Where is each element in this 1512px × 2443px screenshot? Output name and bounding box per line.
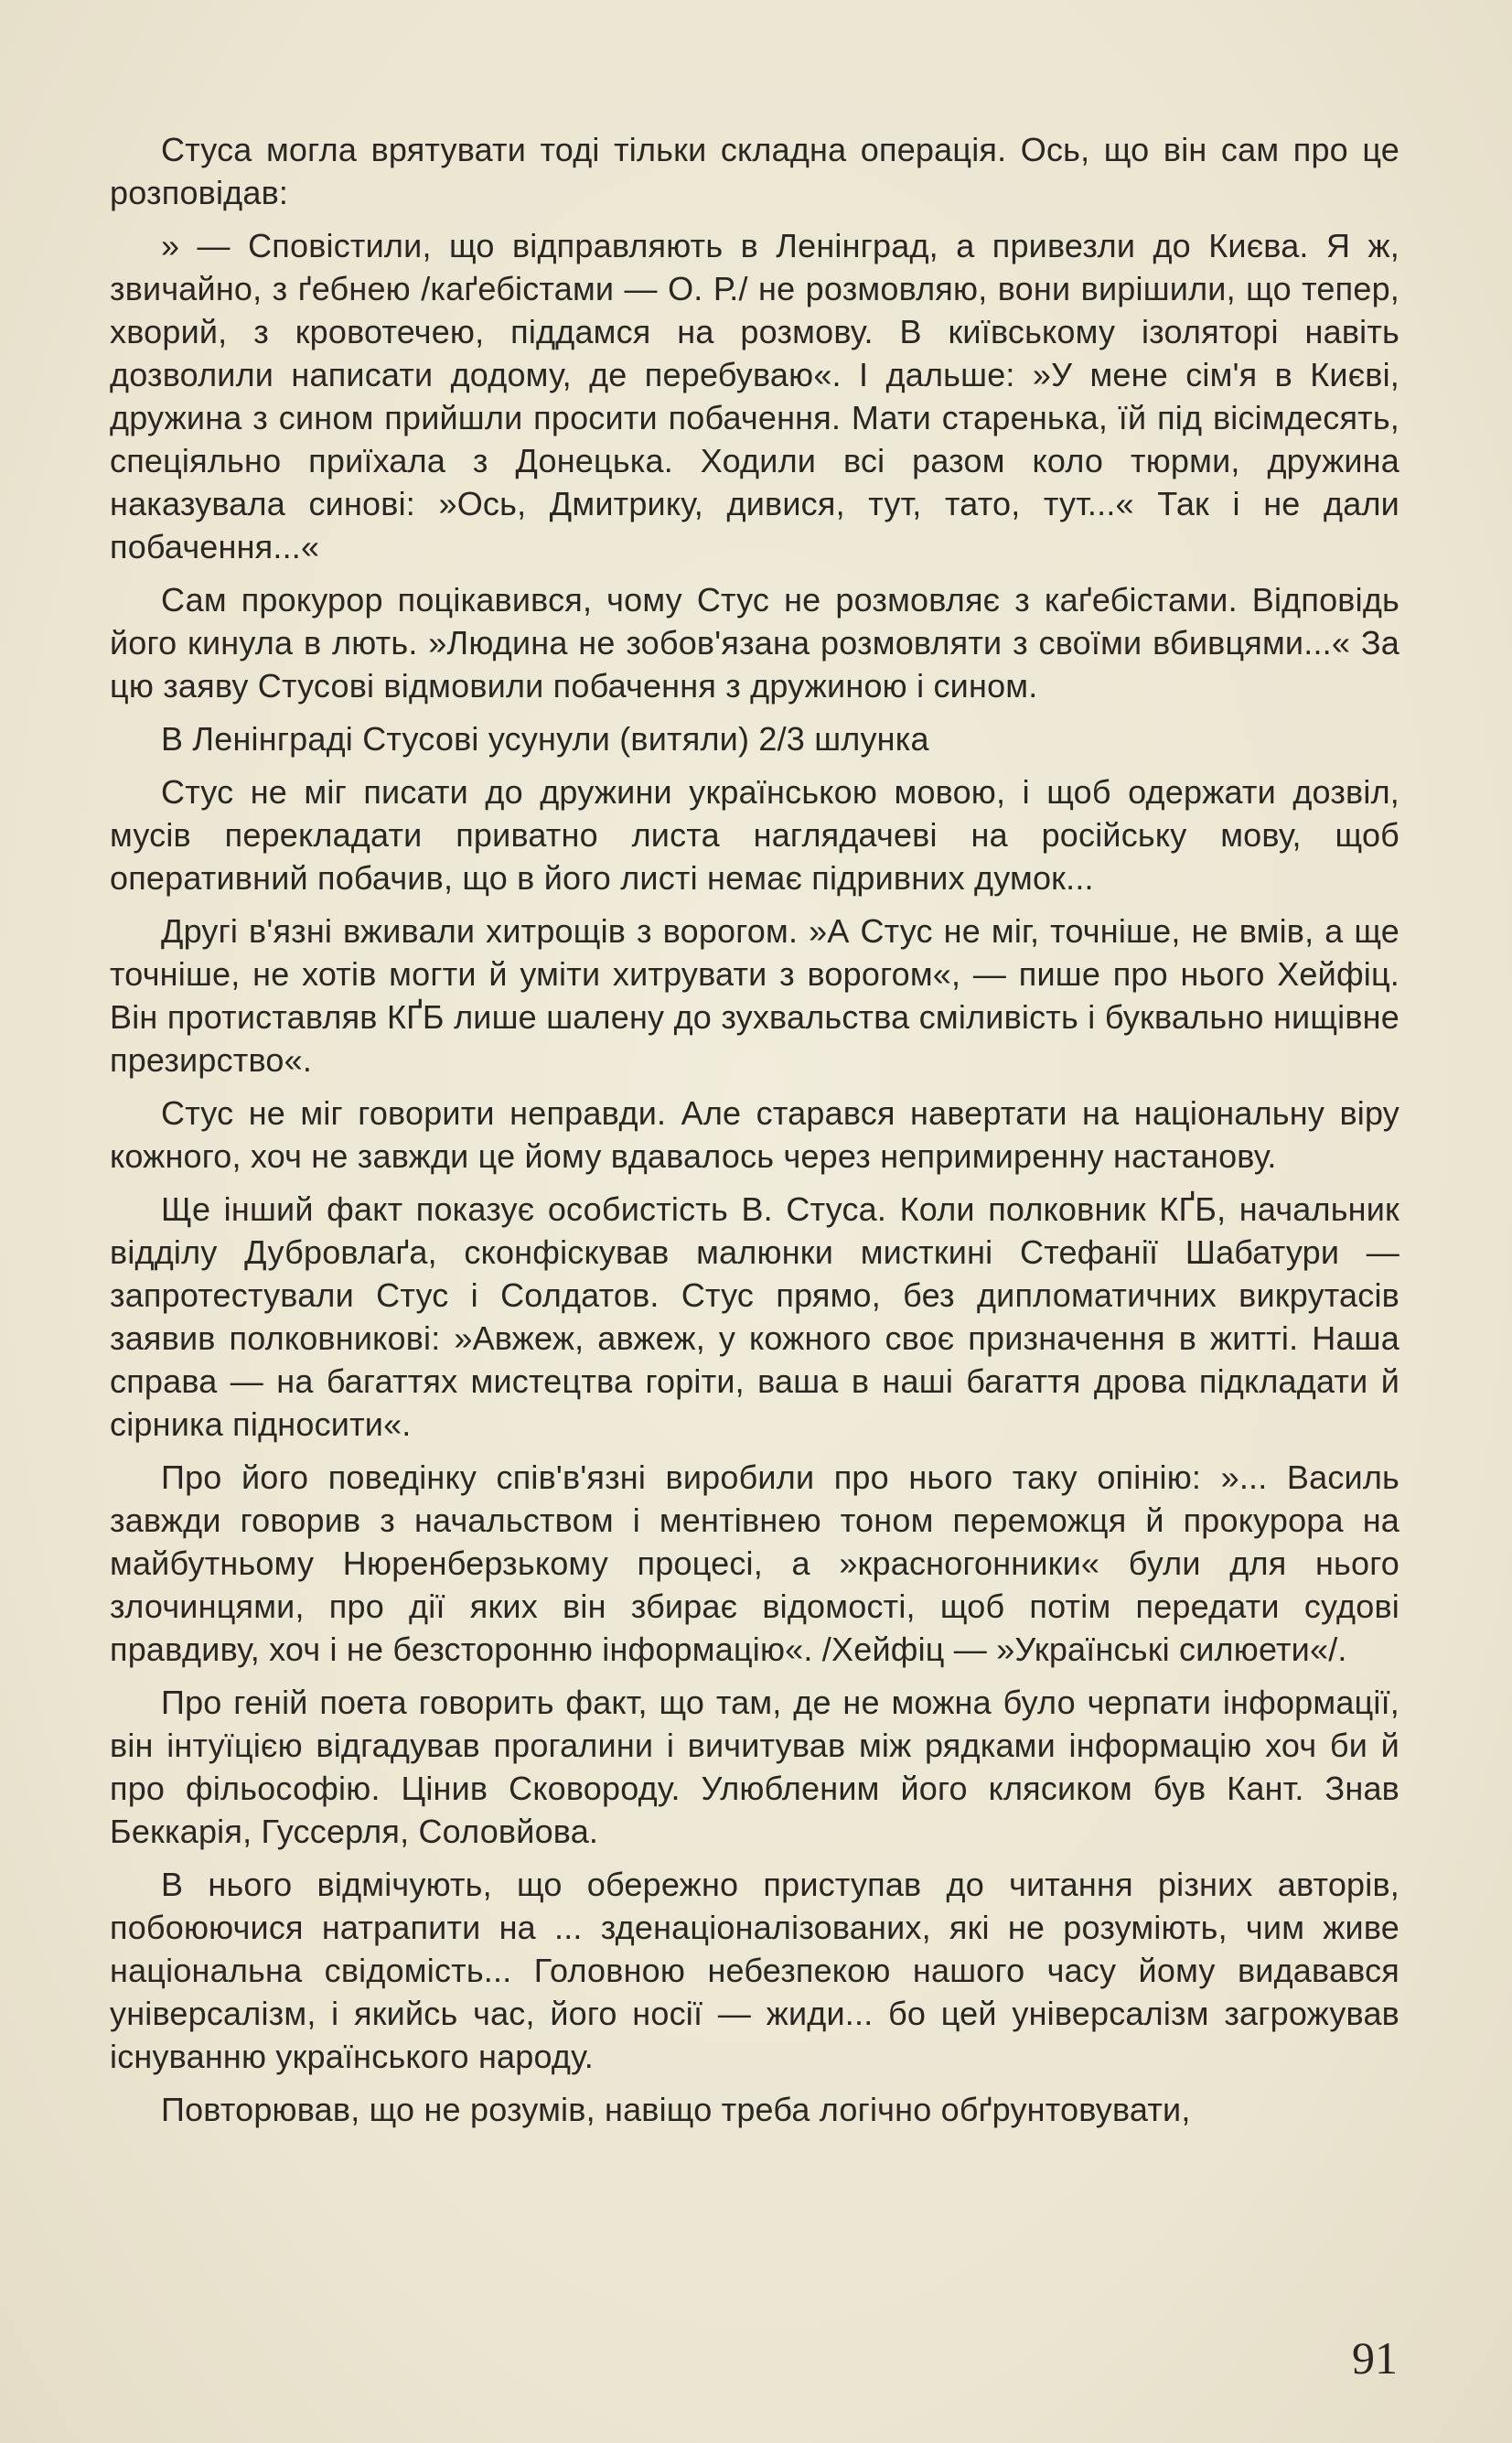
- paragraph-7: Стус не міг говорити неправди. Але старався навертати на національну віру кожного, хоч не завжди це йому вдавалось через непримиренну настанову.: [110, 1094, 1399, 1175]
- paragraph-11: В нього відмічують, що обережно приступав до читання різних авторів, побоюючися натрапити на ... зденаціоналізованих, які не розуміють, чим живе національна свідомість... Головною небезпекою нашого часу йому видавався універсалізм, і якийсь час, його носії — жиди... бо цей універсалізм загрожував існуванню українського народу.: [110, 1866, 1399, 2075]
- paragraph-1: Стуса могла врятувати тоді тільки складна операція. Ось, що він сам про це розповідав:: [110, 131, 1399, 211]
- paragraph-8: Ще інший факт показує особистість В. Стуса. Коли полковник КҐБ, начальник відділу Дубровлаґа, сконфіскував малюнки мисткині Стефанії Шабатури — запротестували Стус і Солдатов. Стус прямо, без дипломатичних викрутасів заявив полковникові: »Авжеж, авжеж, у кожного своє призначення в житті. Наша справа — на багаттях мистецтва горіти, ваша в наші багаття дрова підкладати й сірника підносити«.: [110, 1190, 1399, 1443]
- paragraph-10: Про геній поета говорить факт, що там, де не можна було черпати інформації, він інтуїцією відгадував прогалини і вичитував між рядками інформацію хоч би й про фільософію. Цінив Сковороду. Улюбленим його клясиком був Кант. Знав Беккарія, Гуссерля, Соловйова.: [110, 1684, 1399, 1850]
- paragraph-6: Другі в'язні вживали хитрощів з ворогом. »А Стус не міг, точніше, не вмів, а ще точніше, не хотів могти й уміти хитрувати з ворогом«, — пише про нього Хейфіц. Він протиставляв КҐБ лише шалену до зухвальства сміливість і буквально нищівне презирство«.: [110, 912, 1399, 1079]
- paragraph-2: » — Сповістили, що відправляють в Ленінград, а привезли до Києва. Я ж, звичайно, з ґебнею /каґебістами — О. Р./ не розмовляю, вони вирішили, що тепер, хворий, з кровотечею, піддамся на розмову. В київському ізоляторі навіть дозволили написати додому, де перебуваю«. І дальше: »У мене сім'я в Києві, дружина з сином прийшли просити побачення. Мати старенька, їй під вісімдесять, спеціяльно приїхала з Донецька. Ходили всі разом коло тюрми, дружина наказувала синові: »Ось, Дмитрику, дивися, тут, тато, тут...« Так і не дали побачення...«: [110, 227, 1399, 565]
- page-body-text: [110, 128, 1399, 2141]
- paragraph-12: Повторював, що не розумів, навіщо треба логічно обґрунтовувати,: [161, 2091, 1191, 2128]
- page-number: 91: [1352, 2332, 1398, 2384]
- paragraph-9: Про його поведінку спів'в'язні виробили про нього таку опінію: »... Василь завжди говорив з начальством і ментівнею тоном переможця й прокурора на майбутньому Нюренберзькому процесі, а »красногонники« були для нього злочинцями, про дії яких він збирає відомості, щоб потім передати судові правдиву, хоч і не безсторонню інформацію«. /Хейфіц — »Українські силюети«/.: [110, 1458, 1399, 1668]
- paragraph-4: В Ленінграді Стусові усунули (витяли) 2/3 шлунка: [161, 720, 929, 758]
- paragraph-3: Сам прокурор поцікавився, чому Стус не розмовляє з каґебістами. Відповідь його кинула в лють. »Людина не зобов'язана розмовляти з своїми вбивцями...« За цю заяву Стусові відмовили побачення з дружиною і сином.: [110, 581, 1399, 705]
- paragraph-5: Стус не міг писати до дружини українською мовою, і щоб одержати дозвіл, мусів перекладати приватно листа наглядачеві на російську мову, щоб оперативний побачив, що в його листі немає підривних думок...: [110, 773, 1399, 897]
